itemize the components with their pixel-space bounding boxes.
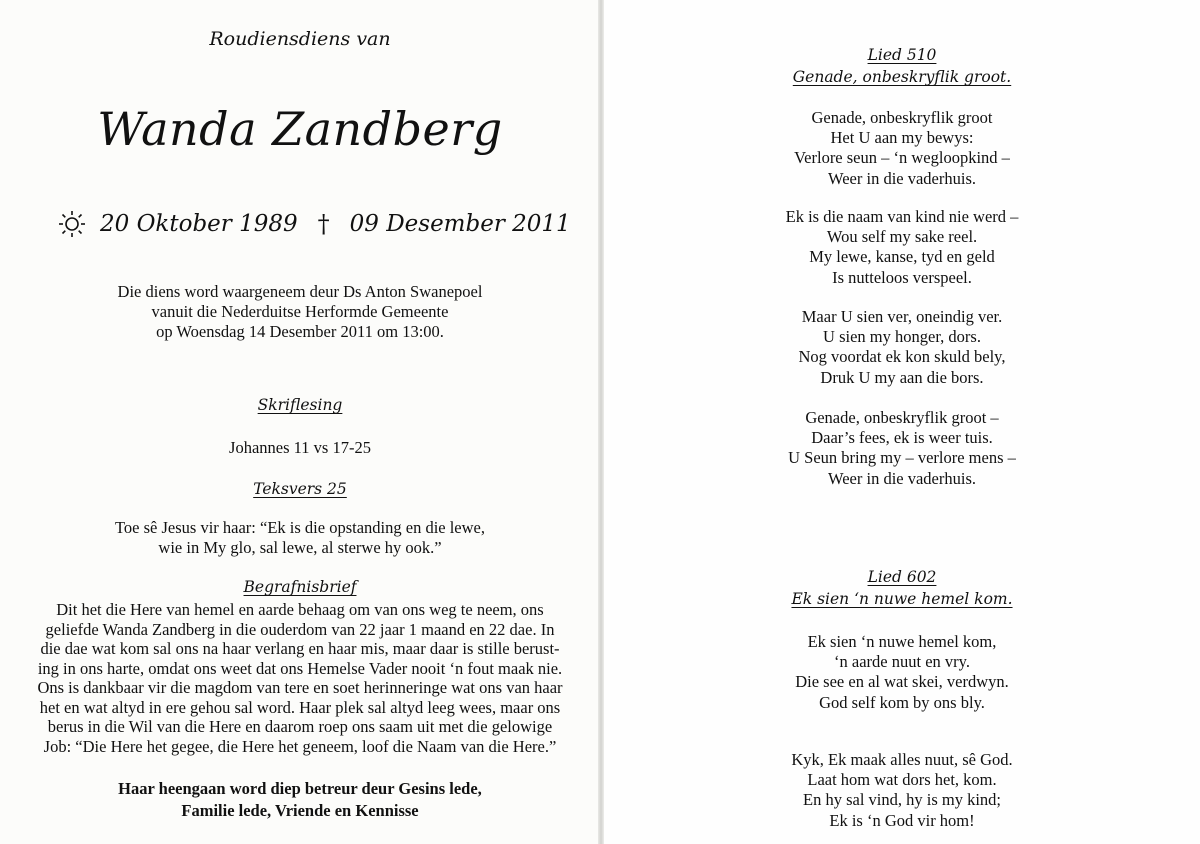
service-info (0, 282, 600, 342)
verse-line: Kyk, Ek maak alles nuut, sê God. (791, 750, 1013, 769)
verse-line: Maar U sien ver, oneindig ver. (801, 307, 1003, 326)
hymn-1-stanza-4 (604, 408, 1200, 489)
verse-line: Weer in die vaderhuis. (827, 468, 977, 488)
verse-line: Die see en al wat skei, verdwyn. (795, 672, 1009, 692)
verse-line: ‘n aarde nuut en vry. (834, 652, 970, 672)
letter-line: die dae wat kom sal ons na haar verlang en haar mis, maar daar is stille berust- (40, 639, 560, 658)
verse-line: Genade, onbeskryflik groot (811, 108, 993, 127)
letter-line: Job: “Die Here het gegee, die Here het geneem, loof die Naam van die Here.” (43, 736, 557, 756)
verse-line: Ek sien ‘n nuwe hemel kom, (807, 632, 997, 651)
verse-line: Daar’s fees, ek is weer tuis. (811, 428, 993, 448)
hymn-2-title: Ek sien ‘n nuwe hemel kom. (791, 590, 1013, 608)
dates-line (58, 210, 578, 238)
hymn-1-stanza-1 (604, 108, 1200, 189)
letter-line: Dit het die Here van hemel en aarde behaag om van ons weg te neem, ons (56, 600, 544, 619)
verse-line: Weer in die vaderhuis. (827, 168, 977, 188)
letter-line: Ons is dankbaar vir die magdom van tere en soet herinneringe wat ons van haar (37, 678, 563, 697)
letter-line: geliefde Wanda Zandberg in die ouderdom van 22 jaar 1 maand en 22 dae. In (45, 619, 555, 639)
sun-icon (58, 210, 86, 238)
verse-line: Is nutteloos verspeel. (832, 267, 972, 287)
verse-line: Ek is die naam van kind nie werd – (785, 207, 1019, 226)
verse-line: Ek is ‘n God vir hom! (829, 810, 975, 830)
letter-heading: Begrafnisbrief (243, 578, 357, 596)
verse-line: Laat hom wat dors het, kom. (807, 770, 997, 790)
hymn-2-header (604, 566, 1200, 610)
verse-line: U Seun bring my – verlore mens – (788, 448, 1016, 468)
hymn-2-stanza-1 (604, 632, 1200, 713)
service-line: op Woensdag 14 Desember 2011 om 13:00. (156, 322, 444, 341)
hymn-1-number: Lied 510 (867, 46, 937, 64)
scripture-heading: Skriflesing (257, 396, 343, 414)
verse-line: My lewe, kanse, tyd en geld (809, 247, 995, 267)
quote-line: Toe sê Jesus vir haar: “Ek is die opstanding en die lewe, (115, 518, 485, 537)
hymn-1-header (604, 44, 1200, 88)
service-line: vanuit die Nederduitse Herformde Gemeente (151, 302, 449, 321)
cross-icon: † (317, 210, 330, 238)
service-line: Die diens word waargeneem deur Ds Anton Swanepoel (117, 282, 483, 301)
hymn-2-number: Lied 602 (867, 568, 937, 586)
header-title: Roudiensdiens van (209, 28, 391, 50)
verse-line: Het U aan my bewys: (830, 128, 974, 148)
mourners-line: Haar heengaan word diep betreur deur Gesins lede, (118, 779, 482, 798)
hymn-1-title: Genade, onbeskryflik groot. (792, 68, 1012, 86)
verse-line: Genade, onbeskryflik groot – (805, 408, 999, 427)
verse-line: God self kom by ons bly. (819, 692, 985, 712)
mourners-line: Familie lede, Vriende en Kennisse (181, 801, 419, 820)
deceased-name: Wanda Zandberg (97, 102, 503, 156)
text-heading: Teksvers 25 (253, 480, 347, 498)
right-page (604, 0, 1200, 844)
verse-line: Verlore seun – ‘n wegloopkind – (794, 148, 1010, 168)
letter-line: ing in ons harte, omdat ons weet dat ons Hemelse Vader nooit ‘n fout maak nie. (37, 658, 563, 678)
verse-line: Nog voordat ek kon skuld bely, (798, 347, 1006, 367)
letter-line: het en wat altyd in ere gehou sal word. Haar plek sal altyd leeg wees, maar ons (39, 697, 561, 717)
verse-line: U sien my honger, dors. (823, 327, 981, 347)
hymn-2-stanza-2 (604, 750, 1200, 831)
bible-quote (0, 518, 600, 558)
verse-line: En hy sal vind, hy is my kind; (803, 790, 1001, 810)
death-date: 09 Desember 2011 (349, 211, 571, 237)
scripture-reference: Johannes 11 vs 17-25 (229, 438, 371, 457)
funeral-letter (10, 600, 590, 756)
hymn-1-stanza-2 (604, 207, 1200, 288)
verse-line: Druk U my aan die bors. (820, 367, 984, 387)
hymn-1-stanza-3 (604, 307, 1200, 388)
verse-line: Wou self my sake reel. (826, 227, 978, 247)
letter-line: berus in die Wil van die Here en daarom roep ons saam uit met die gelowige (47, 717, 553, 736)
quote-line: wie in My glo, sal lewe, al sterwe hy ook.” (158, 538, 442, 557)
mourners-note (0, 778, 600, 822)
birth-date: 20 Oktober 1989 (100, 211, 298, 237)
